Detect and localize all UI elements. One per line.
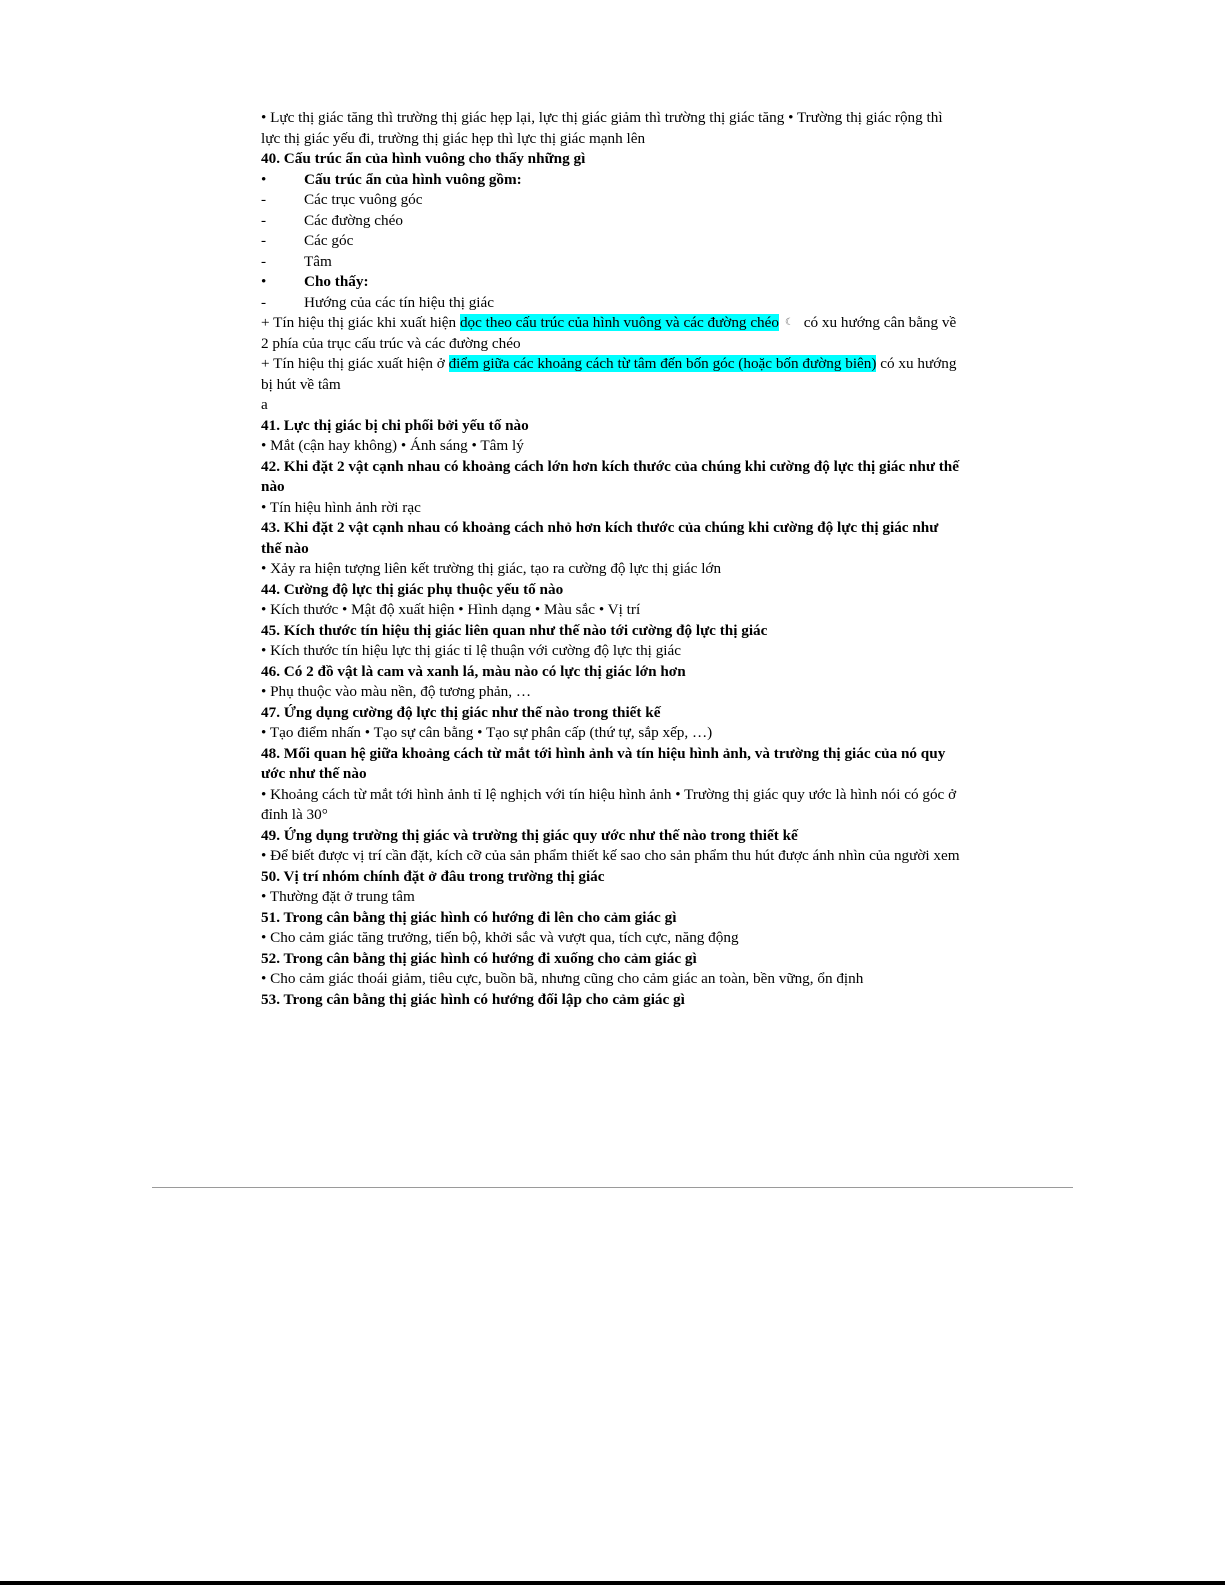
question-49: 49. Ứng dụng trường thị giác và trường thị giác quy ước như thế nào trong thiết kế bbox=[261, 826, 798, 844]
question-48: 48. Mối quan hệ giữa khoảng cách từ mắt tới hình ảnh và tín hiệu hình ảnh, và trường thị giác của nó quy ước như thế nào bbox=[261, 744, 946, 782]
list-item bbox=[261, 231, 961, 252]
list-item-text: Các đường chéo bbox=[304, 211, 403, 229]
answer-43: • Xảy ra hiện tượng liên kết trường thị giác, tạo ra cường độ lực thị giác lớn bbox=[261, 560, 722, 577]
list-item-text: Cho thấy: bbox=[304, 273, 369, 290]
answer-42: • Tín hiệu hình ảnh rời rạc bbox=[261, 498, 421, 516]
intro-paragraph: • Lực thị giác tăng thì trường thị giác hẹp lại, lực thị giác giảm thì trường thị giác tăng • Trường thị giác rộng thì lực thị giác yếu đi, trường thị giác hẹp thì lực thị giác mạnh lên bbox=[261, 109, 943, 147]
bullet-marker: • bbox=[261, 170, 267, 188]
question-51: 51. Trong cân bằng thị giác hình có hướng đi lên cho cảm giác gì bbox=[261, 908, 677, 926]
question-42: 42. Khi đặt 2 vật cạnh nhau có khoảng cách lớn hơn kích thước của chúng khi cường độ lực thị giác như thế nào bbox=[261, 457, 959, 495]
answer-49: • Để biết được vị trí cần đặt, kích cỡ của sản phẩm thiết kế sao cho sản phẩm thu hút được ánh nhìn của người xem bbox=[261, 847, 960, 864]
text-run: + Tín hiệu thị giác khi xuất hiện bbox=[261, 314, 460, 331]
list-item-text: Các góc bbox=[304, 232, 354, 249]
paragraph-signal-diagonal bbox=[261, 313, 961, 354]
answer-48: • Khoảng cách từ mắt tới hình ảnh tỉ lệ nghịch với tín hiệu hình ảnh • Trường thị giác quy ước là hình nói có góc ở đỉnh là 30° bbox=[261, 785, 957, 823]
page-bottom-edge bbox=[0, 1581, 1225, 1585]
list-item bbox=[261, 272, 961, 293]
list-item bbox=[261, 170, 961, 191]
dash-marker: - bbox=[261, 252, 267, 270]
question-52: 52. Trong cân bằng thị giác hình có hướng đi xuống cho cảm giác gì bbox=[261, 949, 697, 967]
answer-52: • Cho cảm giác thoái giảm, tiêu cực, buồn bã, nhưng cũng cho cảm giác an toàn, bền vững, ổn định bbox=[261, 970, 864, 987]
question-44: 44. Cường độ lực thị giác phụ thuộc yếu tố nào bbox=[261, 580, 564, 598]
question-41: 41. Lực thị giác bị chi phối bởi yếu tố nào bbox=[261, 416, 529, 434]
stray-letter: a bbox=[261, 396, 268, 413]
list-item-text: Cấu trúc ẩn của hình vuông gồm: bbox=[304, 170, 522, 188]
text-run: có xu hướng cân bằng về 2 phía của trục cấu trúc và các đường chéo bbox=[261, 314, 957, 352]
question-43: 43. Khi đặt 2 vật cạnh nhau có khoảng cách nhỏ hơn kích thước của chúng khi cường độ lực thị giác như thế nào bbox=[261, 519, 939, 557]
question-53: 53. Trong cân bằng thị giác hình có hướng đối lập cho cảm giác gì bbox=[261, 990, 685, 1008]
list-item bbox=[261, 252, 961, 273]
question-46: 46. Có 2 đồ vật là cam và xanh lá, màu nào có lực thị giác lớn hơn bbox=[261, 662, 686, 680]
paragraph-signal-center bbox=[261, 354, 961, 395]
answer-44: • Kích thước • Mật độ xuất hiện • Hình dạng • Màu sắc • Vị trí bbox=[261, 601, 641, 618]
dash-marker: - bbox=[261, 232, 267, 249]
dash-marker: - bbox=[261, 191, 267, 208]
list-item-text: Tâm bbox=[304, 252, 332, 270]
list-item-text: Hướng của các tín hiệu thị giác bbox=[304, 293, 495, 311]
list-item-text: Các trục vuông góc bbox=[304, 191, 423, 208]
answer-51: • Cho cảm giác tăng trưởng, tiến bộ, khởi sắc và vượt qua, tích cực, năng động bbox=[261, 929, 739, 946]
question-50: 50. Vị trí nhóm chính đặt ở đâu trong trường thị giác bbox=[261, 867, 605, 885]
text-run: có xu hướng bị hút về tâm bbox=[261, 355, 957, 393]
question-40: 40. Cấu trúc ẩn của hình vuông cho thấy những gì bbox=[261, 150, 586, 167]
answer-45: • Kích thước tín hiệu lực thị giác tỉ lệ thuận với cường độ lực thị giác bbox=[261, 642, 681, 659]
moon-icon: ☾ bbox=[785, 317, 794, 328]
dash-marker: - bbox=[261, 211, 267, 229]
dash-marker: - bbox=[261, 293, 267, 311]
answer-46: • Phụ thuộc vào màu nền, độ tương phản, … bbox=[261, 683, 532, 700]
answer-41: • Mắt (cận hay không) • Ánh sáng • Tâm lý bbox=[261, 437, 524, 454]
list-item bbox=[261, 211, 961, 232]
question-47: 47. Ứng dụng cường độ lực thị giác như thế nào trong thiết kế bbox=[261, 703, 661, 721]
document-body bbox=[261, 108, 961, 1010]
highlighted-text: dọc theo cấu trúc của hình vuông và các đường chéo bbox=[459, 314, 779, 331]
answer-50: • Thường đặt ở trung tâm bbox=[261, 888, 415, 905]
answer-47: • Tạo điểm nhấn • Tạo sự cân bằng • Tạo sự phân cấp (thứ tự, sắp xếp, …) bbox=[261, 724, 713, 741]
page-divider bbox=[152, 1187, 1073, 1188]
highlighted-text: điểm giữa các khoảng cách từ tâm đến bốn góc (hoặc bốn đường biên) bbox=[448, 355, 877, 372]
bullet-marker: • bbox=[261, 273, 267, 290]
question-45: 45. Kích thước tín hiệu thị giác liên quan như thế nào tới cường độ lực thị giác bbox=[261, 621, 768, 639]
list-item bbox=[261, 190, 961, 211]
text-run: + Tín hiệu thị giác xuất hiện ở bbox=[261, 355, 449, 372]
list-item bbox=[261, 293, 961, 314]
